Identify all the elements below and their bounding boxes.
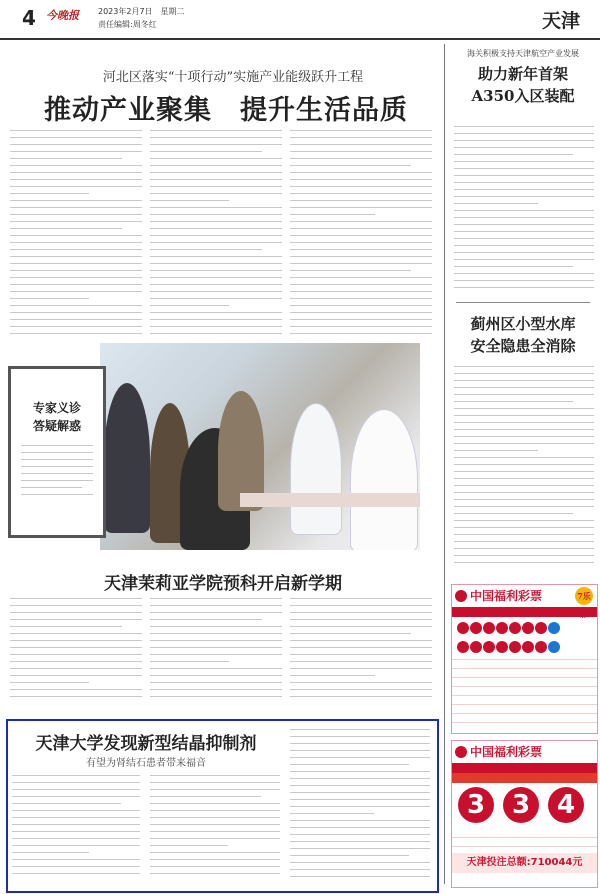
right-story2-body bbox=[454, 366, 594, 576]
lead-body-col3 bbox=[290, 130, 432, 340]
article-two-col1 bbox=[10, 598, 142, 712]
caption-title: 专家义诊 答疑解惑 bbox=[32, 401, 81, 433]
right-story2-headline-2: 安全隐患全消除 bbox=[470, 337, 576, 355]
right-story1-kicker: 海关积极支持天津航空产业发展 bbox=[467, 49, 579, 58]
article-two-col3 bbox=[290, 598, 432, 712]
lottery-1-balls bbox=[452, 617, 597, 651]
draw-number-ball: 3 bbox=[458, 787, 494, 823]
lottery-2-banner: 中国福利彩票 bbox=[452, 741, 597, 763]
lottery-ad-1 bbox=[451, 584, 598, 734]
lottery-2-table bbox=[452, 829, 597, 847]
right-story2-headline-1: 蓟州区小型水库 bbox=[470, 315, 576, 333]
photo-doctor-1 bbox=[290, 403, 342, 535]
right-story1-headline-1: 助力新年首架 bbox=[477, 65, 568, 83]
article-two-col2 bbox=[150, 598, 282, 712]
lead-body-col1 bbox=[10, 130, 142, 340]
draw-number-ball: 4 bbox=[548, 787, 584, 823]
article-two-headline: 天津茉莉亚学院预科开启新学期 bbox=[104, 574, 342, 594]
right-column-rule bbox=[456, 302, 590, 303]
lead-body-col2 bbox=[150, 130, 282, 340]
draw-number-ball: 3 bbox=[503, 787, 539, 823]
photo-person-left bbox=[104, 383, 150, 533]
lead-headline: 推动产业聚集 提升生活品质 bbox=[44, 95, 408, 126]
welfare-lottery-logo-icon bbox=[455, 590, 467, 602]
photo-doctor-2 bbox=[350, 409, 418, 550]
column-divider bbox=[444, 44, 445, 884]
lead-kicker: 河北区落实“十项行动”实施产业能级跃升工程 bbox=[102, 70, 364, 85]
lottery-2-jackpot: 天津投注总额:710044元 bbox=[452, 853, 597, 873]
photo-table bbox=[240, 493, 420, 507]
issue-date: 2023年2月7日 星期二 bbox=[98, 7, 185, 16]
caption-body bbox=[21, 445, 93, 505]
lottery-2-draw-numbers bbox=[452, 783, 597, 827]
clinic-photo bbox=[100, 343, 420, 550]
right-story1-body bbox=[454, 126, 594, 296]
lottery-1-badge: 7乐彩 bbox=[575, 587, 593, 605]
page-header bbox=[0, 0, 600, 40]
lottery-1-banner: 中国福利彩票 7乐彩 bbox=[452, 585, 597, 607]
article-three-col1 bbox=[12, 775, 140, 885]
lottery-1-prize-table bbox=[452, 651, 597, 723]
section-name: 天津 bbox=[541, 10, 580, 32]
welfare-lottery-logo-icon bbox=[455, 746, 467, 758]
lottery-1-strip bbox=[452, 607, 597, 617]
lottery-2-strip-2 bbox=[452, 773, 597, 783]
lottery-2-strip bbox=[452, 763, 597, 773]
photo-caption-box bbox=[8, 366, 106, 538]
right-story1-headline-2: A350入区装配 bbox=[471, 87, 575, 105]
masthead: 今晚报 bbox=[46, 9, 79, 22]
editor-credit: 责任编辑:周冬红 bbox=[98, 20, 157, 29]
lottery-ad-2 bbox=[451, 740, 598, 888]
article-three-col3 bbox=[290, 729, 430, 885]
page-number: 4 bbox=[22, 6, 36, 30]
article-three-col2 bbox=[150, 775, 280, 885]
article-three-subheadline: 有望为肾结石患者带来福音 bbox=[86, 758, 206, 769]
article-three-headline: 天津大学发现新型结晶抑制剂 bbox=[35, 734, 257, 754]
